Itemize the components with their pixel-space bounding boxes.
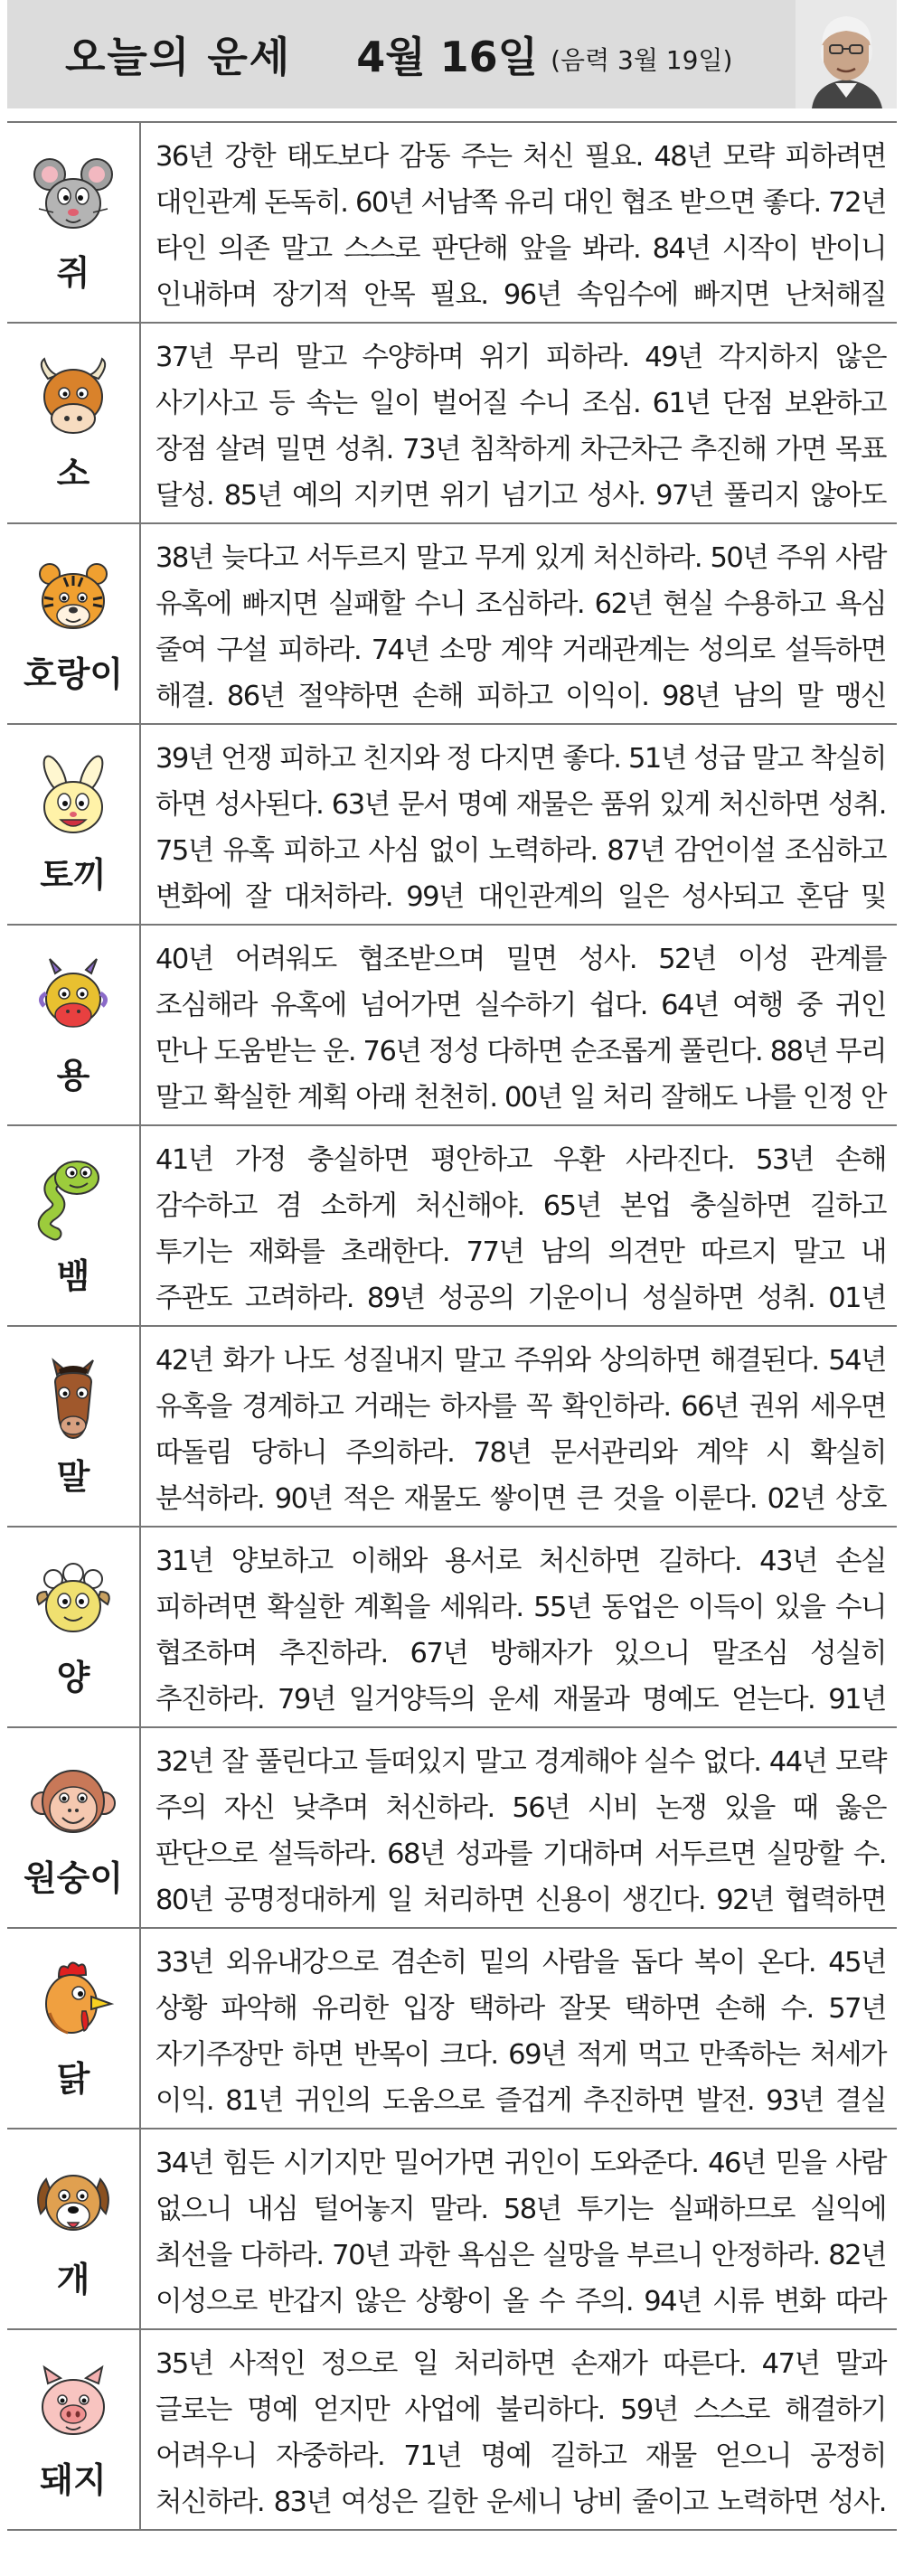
fortune-row-monkey [7,1728,897,1929]
animal-cell [7,1126,141,1325]
fortune-row-pig [7,2330,897,2531]
fortune-text: 32년 잘 풀린다고 들떠있지 말고 경계해야 실수 없다. 44년 모략 주의 자신 낮추며 처신하라. 56년 시비 논쟁 있을 때 옳은 판단으로 설득하라. 68년 성과를 기대하며 서두르면 실망할 수. 80년 공명정대하게 일 처리하면 신용이 생긴다. 92년 협력하면 [155,1746,886,1916]
animal-cell [7,524,141,723]
animal-name: 뱀 [56,1255,90,1296]
rabbit-icon [28,753,118,843]
fortune-text-cell [141,1728,897,1927]
fortune-text-cell [141,2330,897,2529]
animal-name: 닭 [56,2058,90,2099]
fortune-text: 33년 외유내강으로 겸손히 밑의 사람을 돕다 복이 온다. 45년 상황 파악해 유리한 입장 택하라 잘못 택하면 손해 수. 57년 자기주장만 하면 반목이 크다. 69년 적게 먹고 만족하는 처세가 이익. 81년 귀인의 도움으로 즐겁게 추진하면 발전. 93년 결실 [155,1947,886,2117]
animal-name: 돼지 [40,2459,107,2500]
dragon-icon [28,954,118,1044]
pig-icon [28,2358,118,2449]
fortune-text-cell [141,1929,897,2128]
rooster-icon [28,1957,118,2047]
fortune-text: 39년 언쟁 피하고 친지와 정 다지면 좋다. 51년 성급 말고 착실히 하면 성사된다. 63년 문서 명예 재물은 품위 있게 처신하면 성취. 75년 유혹 피하고 사심 없이 노력하라. 87년 감언이설 조심하고 변화에 잘 대처하라. 99년 대인관계의 일은 성사되고 혼담 및 [155,743,886,913]
fortune-text: 35년 사적인 정으로 일 처리하면 손재가 따른다. 47년 말과 글로는 명예 얻지만 사업에 불리하다. 59년 스스로 해결하기 어려우니 자중하라. 71년 명예 길하고 재물 얻으니 공정히 처신하라. 83년 여성은 길한 운세니 낭비 줄이고 노력하면 성사. [155,2348,886,2518]
fortune-text-cell [141,2129,897,2328]
fortune-row-snake [7,1126,897,1327]
fortune-text: 37년 무리 말고 수양하며 위기 피하라. 49년 각지하지 않은 사기사고 등 속는 일이 벌어질 수니 조심. 61년 단점 보완하고 장점 살려 밀면 성취. 73년 침착하게 차근차근 추진해 가면 목표 달성. 85년 예의 지키면 위기 넘기고 성사. 97년 풀리지 않아도 [155,342,886,512]
fortune-row-rabbit [7,725,897,926]
fortune-text-cell [141,324,897,522]
fortune-text: 36년 강한 태도보다 감동 주는 처신 필요. 48년 모략 피하려면 대인관계 돈독히. 60년 서남쪽 유리 대인 협조 받으면 좋다. 72년 타인 의존 말고 스스로 판단해 앞을 봐라. 84년 시작이 반이니 인내하며 장기적 안목 필요. 96년 속임수에 빠지면 난처해질 [155,141,886,311]
fortune-text-cell [141,1126,897,1325]
header-banner [7,0,897,108]
snake-icon [28,1154,118,1245]
fortune-text: 38년 늦다고 서두르지 말고 무게 있게 처신하라. 50년 주위 사람 유혹에 빠지면 실패할 수니 조심하라. 62년 현실 수용하고 욕심 줄여 구설 피하라. 74년 소망 계약 거래관계는 성의로 설득하면 해결. 86년 절약하면 손해 피하고 이익이. 98년 남의 말 맹신 [155,542,886,712]
animal-cell [7,2330,141,2529]
fortune-row-tiger [7,524,897,725]
monkey-icon [28,1756,118,1847]
fortune-text-cell [141,926,897,1124]
fortune-text-cell [141,1327,897,1526]
animal-name: 소 [56,453,90,494]
fortune-text-cell [141,1528,897,1726]
animal-name: 호랑이 [23,653,124,694]
animal-cell [7,1528,141,1726]
fortune-list [7,121,897,2531]
portrait-illustration [796,0,897,108]
animal-cell [7,926,141,1124]
fortune-row-ox [7,324,897,524]
animal-cell [7,324,141,522]
horse-icon [28,1355,118,1445]
ox-icon [28,352,118,442]
tiger-icon [28,552,118,643]
animal-cell [7,1929,141,2128]
fortune-text: 42년 화가 나도 성질내지 말고 주위와 상의하면 해결된다. 54년 유혹을 경계하고 거래는 하자를 꼭 확인하라. 66년 권위 세우면 따돌림 당하니 주의하라. 78년 문서관리와 계약 시 확실히 분석하라. 90년 적은 재물도 쌓이면 큰 것을 이룬다. 02년 상호 [155,1345,886,1515]
fortune-text: 34년 힘든 시기지만 밀어가면 귀인이 도와준다. 46년 믿을 사람 없으니 내심 털어놓지 말라. 58년 투기는 실패하므로 실익에 최선을 다하라. 70년 과한 욕심은 실망을 부르니 안정하라. 82년 이성으로 반갑지 않은 상황이 올 수 주의. 94년 시류 변화 따라 [155,2148,886,2317]
fortune-row-dog [7,2129,897,2330]
animal-cell [7,1327,141,1526]
rat-icon [28,151,118,241]
sheep-icon [28,1556,118,1646]
fortune-text-cell [141,123,897,322]
animal-name: 원숭이 [23,1857,124,1898]
date-label: 4월 16일 [356,33,539,81]
fortune-text: 41년 가정 충실하면 평안하고 우환 사라진다. 53년 손해 감수하고 겸 소하게 처신해야. 65년 본업 충실하면 길하고 투기는 재화를 초래한다. 77년 남의 의견만 따르지 말고 내 주관도 고려하라. 89년 성공의 기운이니 성실하면 성취. 01년 [155,1144,886,1314]
animal-name: 토끼 [40,854,107,895]
fortune-text-cell [141,524,897,723]
page-title: 오늘의 운세 [65,33,292,81]
dog-icon [28,2158,118,2248]
animal-name: 양 [56,1657,90,1697]
fortune-text-cell [141,725,897,924]
fortune-row-rat [7,123,897,324]
lunar-date-label: (음력 3월 19일) [551,45,733,75]
animal-cell [7,123,141,322]
fortune-row-dragon [7,926,897,1126]
fortune-text: 31년 양보하고 이해와 용서로 처신하면 길하다. 43년 손실 피하려면 확실한 계획을 세워라. 55년 동업은 이득이 있을 수니 협조하며 추진하라. 67년 방해자가 있으니 말조심 성실히 추진하라. 79년 일거양득의 운세 재물과 명예도 얻는다. 91년 [155,1546,886,1716]
fortune-row-rooster [7,1929,897,2129]
animal-name: 용 [56,1055,90,1095]
columnist-portrait [796,0,897,108]
animal-cell [7,725,141,924]
animal-cell [7,2129,141,2328]
animal-name: 쥐 [56,252,90,293]
animal-cell [7,1728,141,1927]
fortune-text: 40년 어려워도 협조받으며 밀면 성사. 52년 이성 관계를 조심해라 유혹에 넘어가면 실수하기 쉽다. 64년 여행 중 귀인 만나 도움받는 운. 76년 정성 다하면 순조롭게 풀린다. 88년 무리 말고 확실한 계획 아래 천천히. 00년 일 처리 잘해도 나를 인정 안 [155,944,886,1114]
animal-name: 개 [56,2259,90,2299]
fortune-row-horse [7,1327,897,1528]
animal-name: 말 [56,1456,90,1497]
fortune-row-sheep [7,1528,897,1728]
